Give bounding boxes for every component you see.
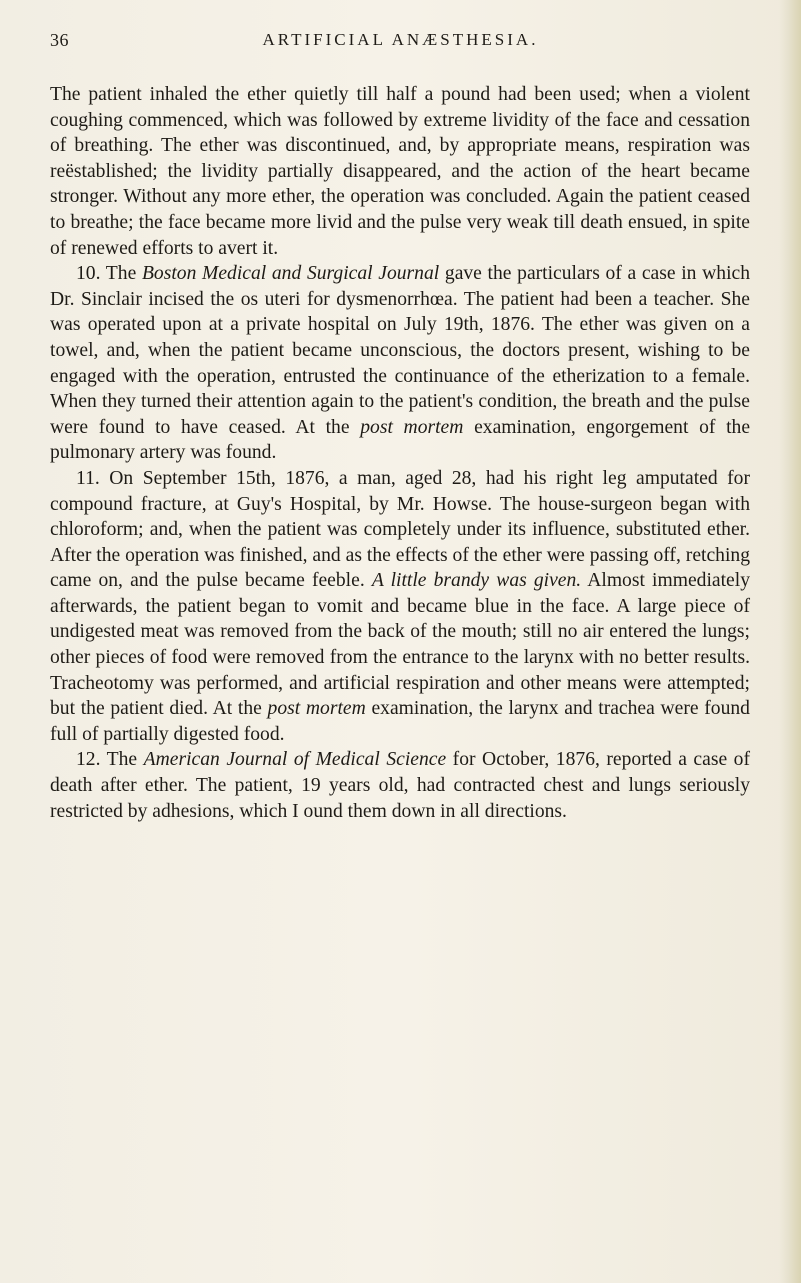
text-segment: 11. On September 15th, 1876, a man, aged 28, had his right leg amputated for compound fracture, at Guy's Hospital, by Mr. Howse. The house-surgeon began with chloroform; and, when the patient was completely under its influence, substituted ether. After the operation was finished, and as the effects of the ether were passing off, retching came on, and the pulse became feeble.	[50, 467, 750, 592]
text-segment: for October, 1876, reported a case of death after ether. The patient, 19 years old, had contracted chest and lungs seriously restricted by adhesions, which I ound them down in all directions.	[50, 749, 750, 822]
text-segment: examination, the larynx and trachea were found full of partially digested food.	[50, 698, 750, 745]
running-head: ARTIFICIAL ANÆSTHESIA.	[262, 30, 539, 49]
text-segment: gave the particulars of a case in which Dr. Sinclair incised the os uteri for dysmenorrhœa. The patient had been a teacher. She was operated upon at a private hospital on July 19th, 1876. The ether was given on a towel, and, when the patient became unconscious, the doctors present, wishing to be engaged with the operation, entrusted the continuance of the etherization to a female. When they turned their attention again to the patient's condition, the breath and the pulse were found to have ceased. At the	[50, 263, 751, 438]
body-text	[50, 82, 750, 824]
text-segment: Almost immediately afterwards, the patient began to vomit and became blue in the face. A large piece of undigested meat was removed from the back of the mouth; still no air entered the lungs; other pieces of food were removed from the entrance to the larynx with no better results. Tracheotomy was performed, and artificial respiration and other means were attempted; but the patient died. At the	[50, 570, 750, 720]
text-segment: 10. The	[76, 263, 142, 285]
text-segment: 12. The	[76, 749, 144, 771]
page-header	[0, 28, 801, 56]
italic-term: post mortem	[267, 698, 366, 720]
paragraph-continuation	[50, 82, 750, 261]
text-segment: examination, engorgement of the pulmonary artery was found.	[50, 416, 751, 464]
journal-title: Boston Medical and Surgical Journal	[141, 263, 440, 285]
paragraph-case-11	[50, 466, 750, 748]
italic-emphasis: A little brandy was given.	[371, 570, 582, 592]
paragraph-case-12	[50, 747, 750, 824]
page-number: 36	[50, 30, 69, 50]
italic-term: post mortem	[360, 416, 464, 438]
text-segment: The patient inhaled the ether quietly till half a pound had been used; when a violent coughing commenced, which was followed by extreme lividity of the face and cessation of breathing. The ether was discontinued, and, by appropriate means, respiration was reëstablished; the lividity partially disappeared, and the action of the heart became stronger. Without any more ether, the operation was concluded. Again the patient ceased to breathe; the face became more livid and the pulse very weak till death ensued, in spite of renewed efforts to avert it.	[50, 84, 750, 259]
page-edge-shadow	[779, 0, 801, 1283]
paragraph-case-10	[50, 261, 750, 466]
journal-title: American Journal of Medical Science	[143, 749, 447, 771]
